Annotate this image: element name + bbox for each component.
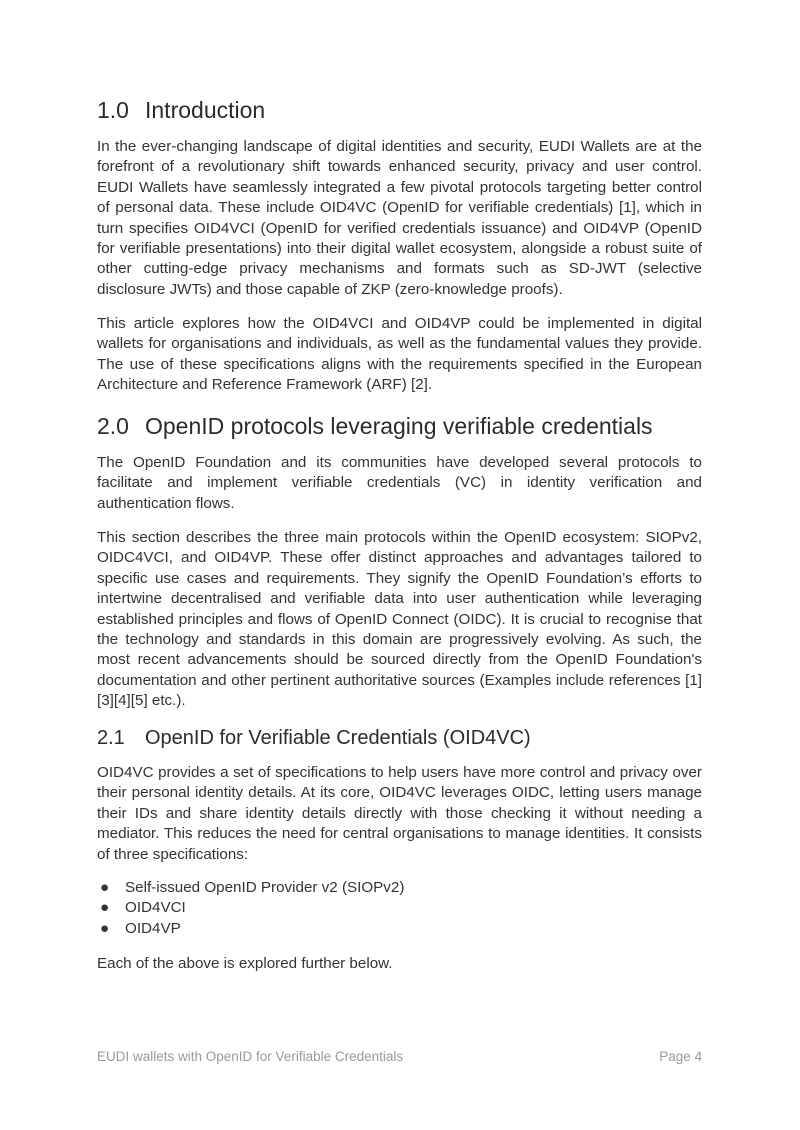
bullet-icon: ● xyxy=(100,899,110,917)
list-item xyxy=(97,919,702,939)
intro-paragraph-2: This article explores how the OID4VCI and OID4VP could be implemented in digital wallets for organisations and individuals, as well as the fundamental values they provide. The use of these specifications aligns with the requirements specified in the European Architecture and Reference Framework (ARF) [2]. xyxy=(97,315,702,394)
list-item-text: Self-issued OpenID Provider v2 (SIOPv2) xyxy=(125,879,405,896)
intro-paragraph-1: In the ever-changing landscape of digital identities and security, EUDI Wallets are at the forefront of a revolutionary shift towards enhanced security, privacy and user control. EUDI Wallets have seamlessly integrated a few pivotal protocols targeting better control of personal data. These include OID4VC (OpenID for verifiable credentials) [1], which in turn specifies OID4VCI (OpenID for verified credentials issuance) and OID4VP (OpenID for verifiable presentations) into their digital wallet ecosystem, alongside a robust suite of other cutting-edge privacy mechanisms and formats such as SD-JWT (selective disclosure JWTs) and those capable of ZKP (zero-knowledge proofs). xyxy=(97,138,702,298)
footer-page-number: Page 4 xyxy=(659,1049,702,1064)
protocol-list xyxy=(97,878,702,939)
section-2-number: 2.0 xyxy=(97,413,129,439)
list-item-text: OID4VCI xyxy=(125,899,186,917)
section-2-1-number: 2.1 xyxy=(97,727,125,749)
section-2-1-paragraph: OID4VC provides a set of specifications to help users have more control and privacy over their personal identity details. At its core, OID4VC leverages OIDC, letting users manage their IDs and share identity details directly with those checking it without needing a mediator. This reduces the need for central organisations to manage identities. It consists of three specifications: xyxy=(97,764,702,863)
bullet-icon: ● xyxy=(100,919,110,937)
page-footer xyxy=(97,1049,702,1064)
section-2-paragraph-1: The OpenID Foundation and its communities have developed several protocols to facilitate and implement verifiable credentials (VC) in identity verification and authentication flows. xyxy=(97,454,702,512)
section-1-number: 1.0 xyxy=(97,97,129,123)
section-2-paragraph-2: This section describes the three main protocols within the OpenID ecosystem: SIOPv2, OIDC4VCI, and OID4VP. These offer distinct approaches and advantages tailored to specific use cases and requirements. They signify the OpenID Foundation’s efforts to intertwine decentralised and verifiable data into user authentication while leveraging established principles and flows of OpenID Connect (OIDC). It is crucial to recognise that the technology and standards in this domain are progressively evolving. As such, the most recent advancements should be sourced directly from the OpenID Foundation's documentation and other pertinent authoritative sources (Examples include references [1][3][4][5] etc.). xyxy=(97,529,702,710)
closing-paragraph: Each of the above is explored further below. xyxy=(97,955,393,972)
section-1-heading xyxy=(97,96,702,124)
bullet-icon: ● xyxy=(100,879,110,896)
list-item xyxy=(97,878,702,898)
footer-document-title: EUDI wallets with OpenID for Verifiable Credentials xyxy=(97,1049,404,1064)
section-1-title: Introduction xyxy=(145,97,266,123)
section-2-1-heading xyxy=(97,726,702,750)
list-item xyxy=(97,898,702,918)
section-2-1-title: OpenID for Verifiable Credentials (OID4VC) xyxy=(145,727,531,749)
section-2-heading xyxy=(97,412,702,440)
section-2-title: OpenID protocols leveraging verifiable credentials xyxy=(145,413,653,439)
list-item-text: OID4VP xyxy=(125,919,181,937)
